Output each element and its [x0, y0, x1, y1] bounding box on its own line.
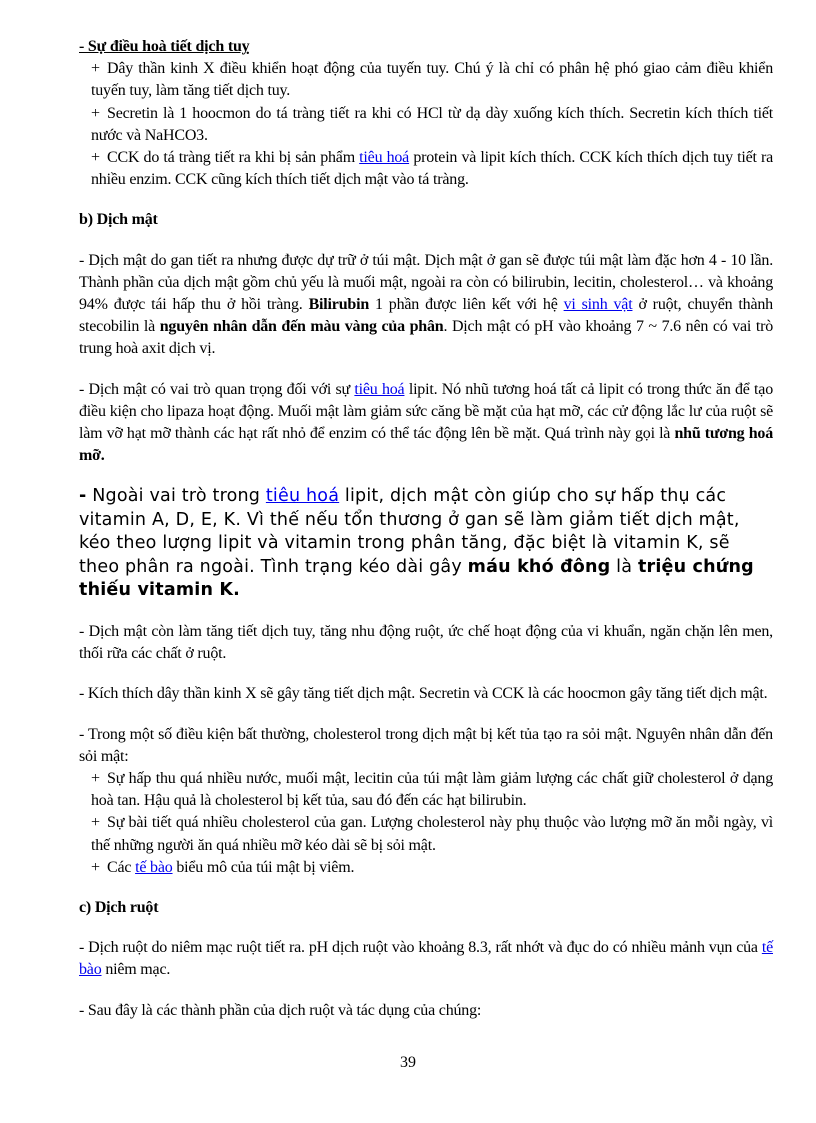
plus-bullet: + — [91, 769, 100, 787]
heading-intestinal-juice: c) Dịch ruột — [79, 898, 159, 916]
bullet-gallstone-cause-1: + Sự hấp thu quá nhiều nước, muối mật, lecitin của túi mật làm giảm lượng các chất giữ cholesterol ở dạng hoà tan. Hậu quả là cholesterol bị kết tủa, sau đó đến các hạt bilirubin. — [91, 769, 773, 810]
plus-bullet: + — [91, 814, 100, 832]
plus-bullet: + — [91, 858, 100, 876]
document-page — [79, 36, 773, 1022]
link-tieu-hoa[interactable]: tiêu hoá — [265, 486, 340, 507]
paragraph-bile-lipid-role: - Dịch mật có vai trò quan trọng đối với sự tiêu hoá lipit. Nó nhũ tương hoá tất cả lipit có trong thức ăn để tạo điều kiện cho lipaza hoạt động. Muối mật làm giảm sức căng bề mặt của hạt mỡ, các cử động lắc lư của ruột sẽ làm vỡ hạt mỡ thành các hạt rất nhỏ để enzim có thể tác động lên bề mặt. Quá trình này gọi là nhũ tương hoá mỡ. — [79, 380, 774, 465]
paragraph-bile-stimulation: - Kích thích dây thần kinh X sẽ gây tăng tiết dịch mật. Secretin và CCK là các hoocmon gây tăng tiết dịch mật. — [79, 685, 768, 703]
plus-bullet: + — [91, 149, 100, 167]
page-number: 39 — [400, 1054, 416, 1071]
paragraph-bile-composition: - Dịch mật do gan tiết ra nhưng được dự trữ ở túi mật. Dịch mật ở gan sẽ được túi mật làm đặc hơn 4 - 10 lần. Thành phần của dịch mật gồm chủ yếu là muối mật, ngoài ra còn có bilirubin, lecitin, cholesterol… và khoảng 94% được tái hấp thu ở hồi tràng. Bilirubin 1 phần được liên kết với hệ vi sinh vật ở ruột, chuyển thành stecobilin là nguyên nhân dẫn đến màu vàng của phân. Dịch mật có pH vào khoảng 7 ~ 7.6 nên có vai trò trung hoà axit dịch vị. — [79, 251, 773, 358]
paragraph-gallstones: - Trong một số điều kiện bất thường, cholesterol trong dịch mật bị kết tủa tạo ra sỏi mật. Nguyên nhân dẫn đến sỏi mật: — [79, 725, 773, 765]
plus-bullet: + — [91, 60, 100, 78]
bullet-nerve-x: + Dây thần kinh X điều khiển hoạt động của tuyến tuy. Chú ý là chỉ có phân hệ phó giao cảm điều khiển tuyến tuy, làm tăng tiết dịch tuy. — [91, 60, 773, 100]
bullet-gallstone-cause-3: + Các tế bào biểu mô của túi mật bị viêm. — [79, 857, 773, 879]
heading-bile: b) Dịch mật — [79, 211, 158, 229]
link-te-bao[interactable]: tế bào — [79, 939, 773, 979]
link-tieu-hoa[interactable]: tiêu hoá — [354, 380, 405, 398]
paragraph-bile-other-effects: - Dịch mật còn làm tăng tiết dịch tuy, tăng nhu động ruột, ức chế hoạt động của vi khuẩn, ngăn chặn lên men, thối rữa các chất ở ruột. — [79, 622, 773, 663]
bullet-gallstone-cause-2: + Sự bài tiết quá nhiều cholesterol của gan. Lượng cholesterol này phụ thuộc vào lượng mỡ ăn mỗi ngày, vì thế những người ăn quá nhiều mỡ kéo dài sẽ bị sỏi mật. — [91, 814, 773, 854]
paragraph-bile-vitamin-absorption: - Ngoài vai trò trong tiêu hoá lipit, dịch mật còn giúp cho sự hấp thụ các vitamin A, D, E, K. Vì thế nếu tổn thương ở gan sẽ làm giảm tiết dịch mật, kéo theo lượng lipit và vitamin trong phân tăng, đặc biệt là vitamin K, sẽ theo phân ra ngoài. Tình trạng kéo dài gây máu khó đông là triệu chứng thiếu vitamin K. — [79, 486, 754, 601]
link-te-bao[interactable]: tế bào — [135, 858, 173, 876]
link-vi-sinh-vat[interactable]: vi sinh vật — [563, 296, 633, 314]
bullet-secretin: + Secretin là 1 hoocmon do tá tràng tiết ra khi có HCl từ dạ dày xuống kích thích. Secretin kích thích tiết nước và NaHCO3. — [91, 104, 773, 144]
bullet-cck: + CCK do tá tràng tiết ra khi bị sản phẩm tiêu hoá protein và lipit kích thích. CCK kích thích dịch tuy tiết ra nhiều enzim. CCK cũng kích thích tiết dịch mật vào tá tràng. — [91, 149, 773, 189]
paragraph-intestinal-components: - Sau đây là các thành phần của dịch ruột và tác dụng của chúng: — [79, 1001, 482, 1019]
link-tieu-hoa[interactable]: tiêu hoá — [359, 149, 410, 167]
paragraph-intestinal-juice: - Dịch ruột do niêm mạc ruột tiết ra. pH dịch ruột vào khoảng 8.3, rất nhớt và đục do có nhiều mảnh vụn của tế bào niêm mạc. — [79, 939, 773, 979]
section-title-pancreas-regulation: - Sự điều hoà tiết dịch tuỵ — [79, 38, 250, 55]
plus-bullet: + — [91, 104, 100, 122]
